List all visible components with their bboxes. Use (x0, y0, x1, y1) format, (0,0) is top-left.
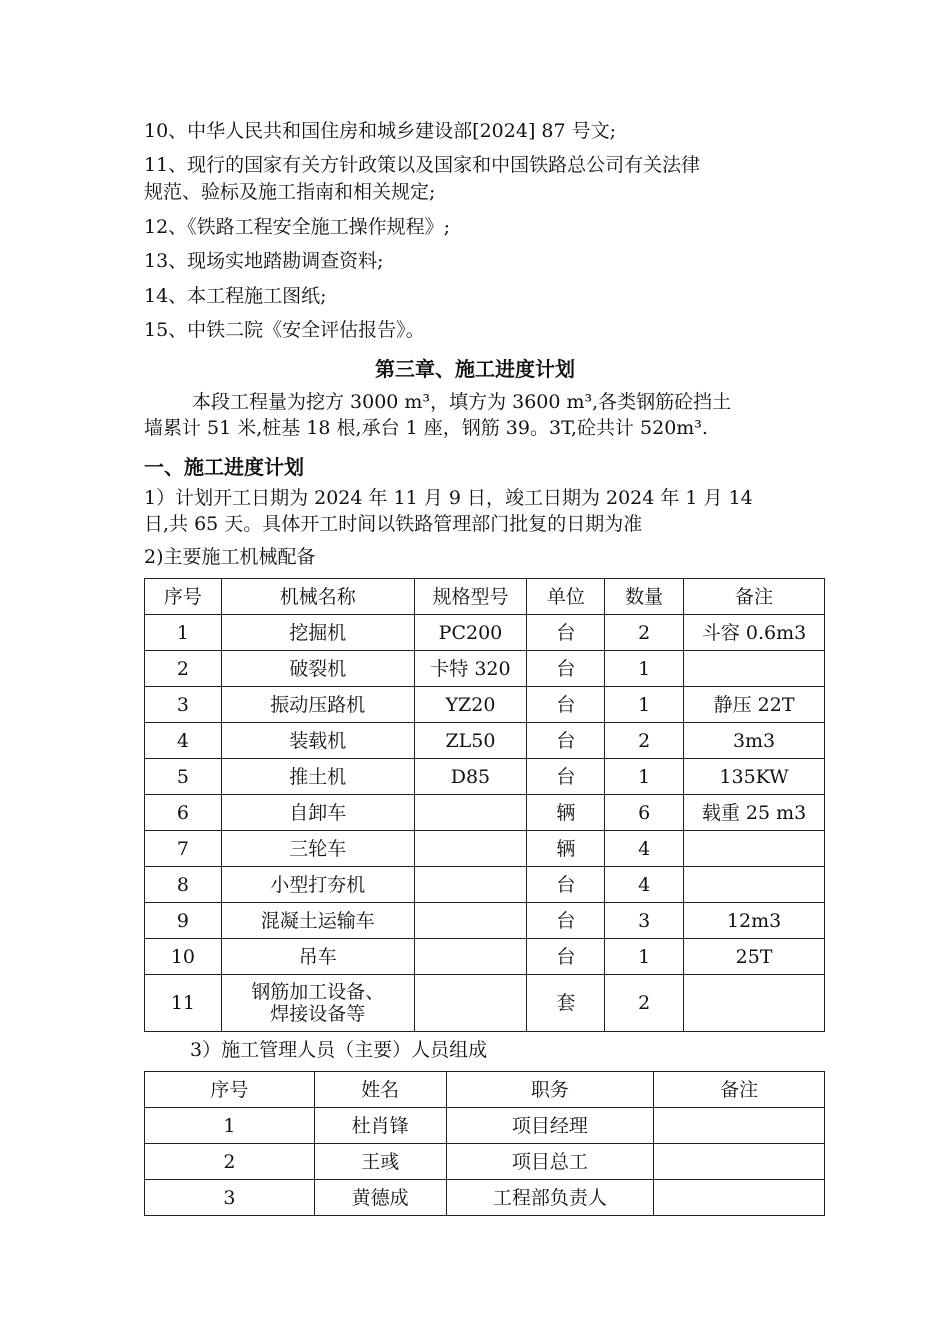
table-cell (654, 1108, 825, 1144)
staff-heading: 3）施工管理人员（主要）人员组成 (190, 1039, 488, 1061)
table-cell: 2 (605, 723, 684, 759)
table-row (145, 1180, 825, 1216)
table-cell: 套 (527, 975, 605, 1032)
table-cell: 3 (605, 903, 684, 939)
basis-item: 12、《铁路工程安全施工操作规程》; (144, 216, 451, 238)
table-cell: 1 (145, 1108, 315, 1144)
staff-table (144, 1071, 825, 1216)
table-row (145, 975, 825, 1032)
table-cell: PC200 (414, 615, 527, 651)
basis-item: 10、中华人民共和国住房和城乡建设部[2024] 87 号文; (144, 120, 617, 142)
table-cell: 3 (145, 1180, 315, 1216)
table-cell: 1 (605, 759, 684, 795)
table-cell: 台 (527, 687, 605, 723)
summary-line: 墙累计 51 米,桩基 18 根,承台 1 座，钢筋 39。3T,砼共计 520m³. (144, 417, 708, 439)
machinery-heading: 2)主要施工机械配备 (144, 546, 316, 568)
table-cell: 卡特 320 (414, 651, 527, 687)
schedule-line: 1）计划开工日期为 2024 年 11 月 9 日，竣工日期为 2024 年 1 月 14 (144, 487, 753, 509)
table-cell: 吊车 (221, 939, 414, 975)
table-cell (684, 975, 825, 1032)
table-cell: 7 (145, 831, 222, 867)
table-cell: YZ20 (414, 687, 527, 723)
table-cell: 辆 (527, 795, 605, 831)
table-row (145, 1144, 825, 1180)
table-cell: 静压 22T (684, 687, 825, 723)
table-cell (654, 1144, 825, 1180)
machinery-header-cell: 规格型号 (414, 579, 527, 615)
table-cell: 5 (145, 759, 222, 795)
table-cell: 工程部负责人 (446, 1180, 654, 1216)
table-row (145, 831, 825, 867)
table-cell: 2 (145, 1144, 315, 1180)
table-cell: 项目总工 (446, 1144, 654, 1180)
basis-item: 14、本工程施工图纸; (144, 285, 327, 307)
table-row (145, 651, 825, 687)
table-cell: 载重 25 m3 (684, 795, 825, 831)
basis-item: 11、现行的国家有关方针政策以及国家和中国铁路总公司有关法律 (144, 154, 701, 176)
table-cell (414, 867, 527, 903)
table-row (145, 795, 825, 831)
table-row (145, 615, 825, 651)
table-cell: 装载机 (221, 723, 414, 759)
basis-item: 规范、验标及施工指南和相关规定; (144, 181, 436, 203)
staff-header-cell: 职务 (446, 1072, 654, 1108)
table-cell: 3m3 (684, 723, 825, 759)
table-cell: 自卸车 (221, 795, 414, 831)
table-cell: 9 (145, 903, 222, 939)
machinery-header-cell: 序号 (145, 579, 222, 615)
table-cell: 4 (605, 867, 684, 903)
table-cell: 黄德成 (314, 1180, 446, 1216)
table-cell: 6 (605, 795, 684, 831)
table-cell: 挖掘机 (221, 615, 414, 651)
table-cell: 1 (605, 687, 684, 723)
table-row (145, 939, 825, 975)
machinery-table (144, 578, 825, 1032)
table-cell: 2 (605, 975, 684, 1032)
table-cell: 钢筋加工设备、 焊接设备等 (221, 975, 414, 1032)
table-cell: 2 (605, 615, 684, 651)
table-cell (414, 795, 527, 831)
basis-item: 15、中铁二院《安全评估报告》。 (144, 319, 425, 341)
machinery-header-row (145, 579, 825, 615)
table-cell (414, 939, 527, 975)
table-cell: 8 (145, 867, 222, 903)
table-cell: 辆 (527, 831, 605, 867)
table-cell (684, 831, 825, 867)
table-cell: 小型打夯机 (221, 867, 414, 903)
summary-line: 本段工程量为挖方 3000 m³，填方为 3600 m³,各类钢筋砼挡土 (192, 391, 732, 413)
table-cell: 135KW (684, 759, 825, 795)
table-cell: 1 (145, 615, 222, 651)
staff-header-cell: 备注 (654, 1072, 825, 1108)
staff-header-cell: 序号 (145, 1072, 315, 1108)
table-cell (414, 975, 527, 1032)
table-cell: D85 (414, 759, 527, 795)
table-cell: 台 (527, 759, 605, 795)
table-cell (414, 903, 527, 939)
machinery-header-cell: 数量 (605, 579, 684, 615)
table-cell (684, 867, 825, 903)
table-cell: 25T (684, 939, 825, 975)
table-row (145, 1108, 825, 1144)
table-row (145, 759, 825, 795)
table-cell: 项目经理 (446, 1108, 654, 1144)
table-cell: ZL50 (414, 723, 527, 759)
chapter-title: 第三章、施工进度计划 (375, 357, 575, 381)
table-cell: 3 (145, 687, 222, 723)
table-row (145, 723, 825, 759)
table-cell: 振动压路机 (221, 687, 414, 723)
machinery-header-cell: 机械名称 (221, 579, 414, 615)
table-cell: 4 (605, 831, 684, 867)
table-cell: 6 (145, 795, 222, 831)
table-cell: 1 (605, 651, 684, 687)
table-row (145, 903, 825, 939)
schedule-line: 日,共 65 天。具体开工时间以铁路管理部门批复的日期为准 (144, 513, 643, 535)
table-cell: 12m3 (684, 903, 825, 939)
table-cell: 破裂机 (221, 651, 414, 687)
table-cell: 杜肖锋 (314, 1108, 446, 1144)
table-cell: 台 (527, 867, 605, 903)
table-cell: 王彧 (314, 1144, 446, 1180)
table-cell: 斗容 0.6m3 (684, 615, 825, 651)
basis-item: 13、现场实地踏勘调查资料; (144, 250, 384, 272)
table-cell: 台 (527, 939, 605, 975)
table-cell (414, 831, 527, 867)
machinery-header-cell: 备注 (684, 579, 825, 615)
table-cell: 10 (145, 939, 222, 975)
table-cell: 台 (527, 651, 605, 687)
table-row (145, 867, 825, 903)
table-cell: 台 (527, 903, 605, 939)
table-cell: 4 (145, 723, 222, 759)
staff-header-row (145, 1072, 825, 1108)
table-cell: 2 (145, 651, 222, 687)
section-title: 一、施工进度计划 (144, 455, 304, 479)
table-cell (654, 1180, 825, 1216)
table-cell: 混凝土运输车 (221, 903, 414, 939)
table-cell: 1 (605, 939, 684, 975)
staff-header-cell: 姓名 (314, 1072, 446, 1108)
table-cell: 三轮车 (221, 831, 414, 867)
table-cell: 台 (527, 615, 605, 651)
table-cell: 11 (145, 975, 222, 1032)
table-cell: 推土机 (221, 759, 414, 795)
table-cell: 台 (527, 723, 605, 759)
machinery-header-cell: 单位 (527, 579, 605, 615)
table-cell (684, 651, 825, 687)
table-row (145, 687, 825, 723)
